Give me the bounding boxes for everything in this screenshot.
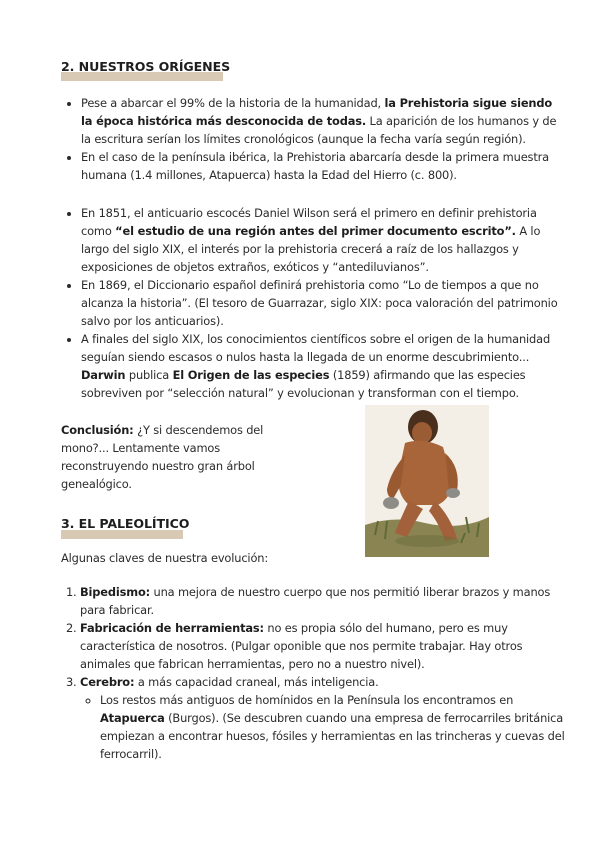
list-item: • En 1851, el anticuario escocés Daniel Wilson será el primero en definir prehistoria como “el estudio de una región antes del primer documento escrito”. A lo largo del siglo XIX, el interés por la prehistoria crecerá a raíz de los hallazgos y exposiciones de objetos extraños, exóticos y “antediluvianos”. <box>81 204 566 276</box>
section-title: 3. EL PALEOLÍTICO <box>61 516 190 531</box>
list-item: • En 1869, el Diccionario español definirá prehistoria como “Lo de tiempos a que no alcanza la historia”. (El tesoro de Guarrazar, siglo XIX: poca valoración del patrimonio salvo por los anticuarios). <box>81 276 566 330</box>
section-title: 2. NUESTROS ORÍGENES <box>61 59 231 74</box>
list-item: 3. Cerebro: a más capacidad craneal, más inteligencia. ◦ Los restos más antiguos de homínidos en la Península los encontramos en Atapuerca (Burgos). (Se descubren cuando una empresa de ferrocarriles británica empiezan a encontrar huesos, fósiles y herramientas en las trincheras y cuevas del ferrocarril). <box>80 673 565 763</box>
list-item: 1. Bipedismo: una mejora de nuestro cuerpo que nos permitió liberar brazos y manos para fabricar. <box>80 583 565 619</box>
list-item: 2. Fabricación de herramientas: no es propia sólo del humano, pero es muy característica de nosotros. (Pulgar oponible que nos permite trabajar. Hay otros animales que fabrican herramientas, pero no a nuestro nivel). <box>80 619 565 673</box>
conclusion: Conclusión: ¿Y si descendemos del mono?... Lentamente vamos reconstruyendo nuestro gran árbol genealógico. <box>61 423 264 491</box>
list-item: • A finales del siglo XIX, los conocimientos científicos sobre el origen de la humanidad seguían siendo escasos o nulos hasta la llegada de un enorme descubrimiento... Darwin publica El Origen de las especies (1859) afirmando que las especies sobreviven por “selección natural” y evolucionan y transforman con el tiempo. <box>81 330 566 402</box>
bullet-list <box>61 94 566 184</box>
numbered-list <box>61 583 565 763</box>
list-item: ◦ Los restos más antiguos de homínidos en la Península los encontramos en Atapuerca (Burgos). (Se descubren cuando una empresa de ferrocarriles británica empiezan a encontrar huesos, fósiles y herramientas en las trincheras y cuevas del ferrocarril). <box>100 691 565 763</box>
intro-text: Algunas claves de nuestra evolución: <box>61 551 269 565</box>
list-item: • En el caso de la península ibérica, la Prehistoria abarcaría desde la primera muestra humana (1.4 millones, Atapuerca) hasta la Edad del Hierro (c. 800). <box>81 148 566 184</box>
sub-list <box>80 691 565 763</box>
list-item: • Pese a abarcar el 99% de la historia de la humanidad, la Prehistoria sigue siendo la época histórica más desconocida de todas. La aparición de los humanos y de la escritura serían los límites cronológicos (aunque la fecha varía según región). <box>81 94 566 148</box>
bullet-list <box>61 204 566 402</box>
hominid-illustration <box>365 405 489 557</box>
